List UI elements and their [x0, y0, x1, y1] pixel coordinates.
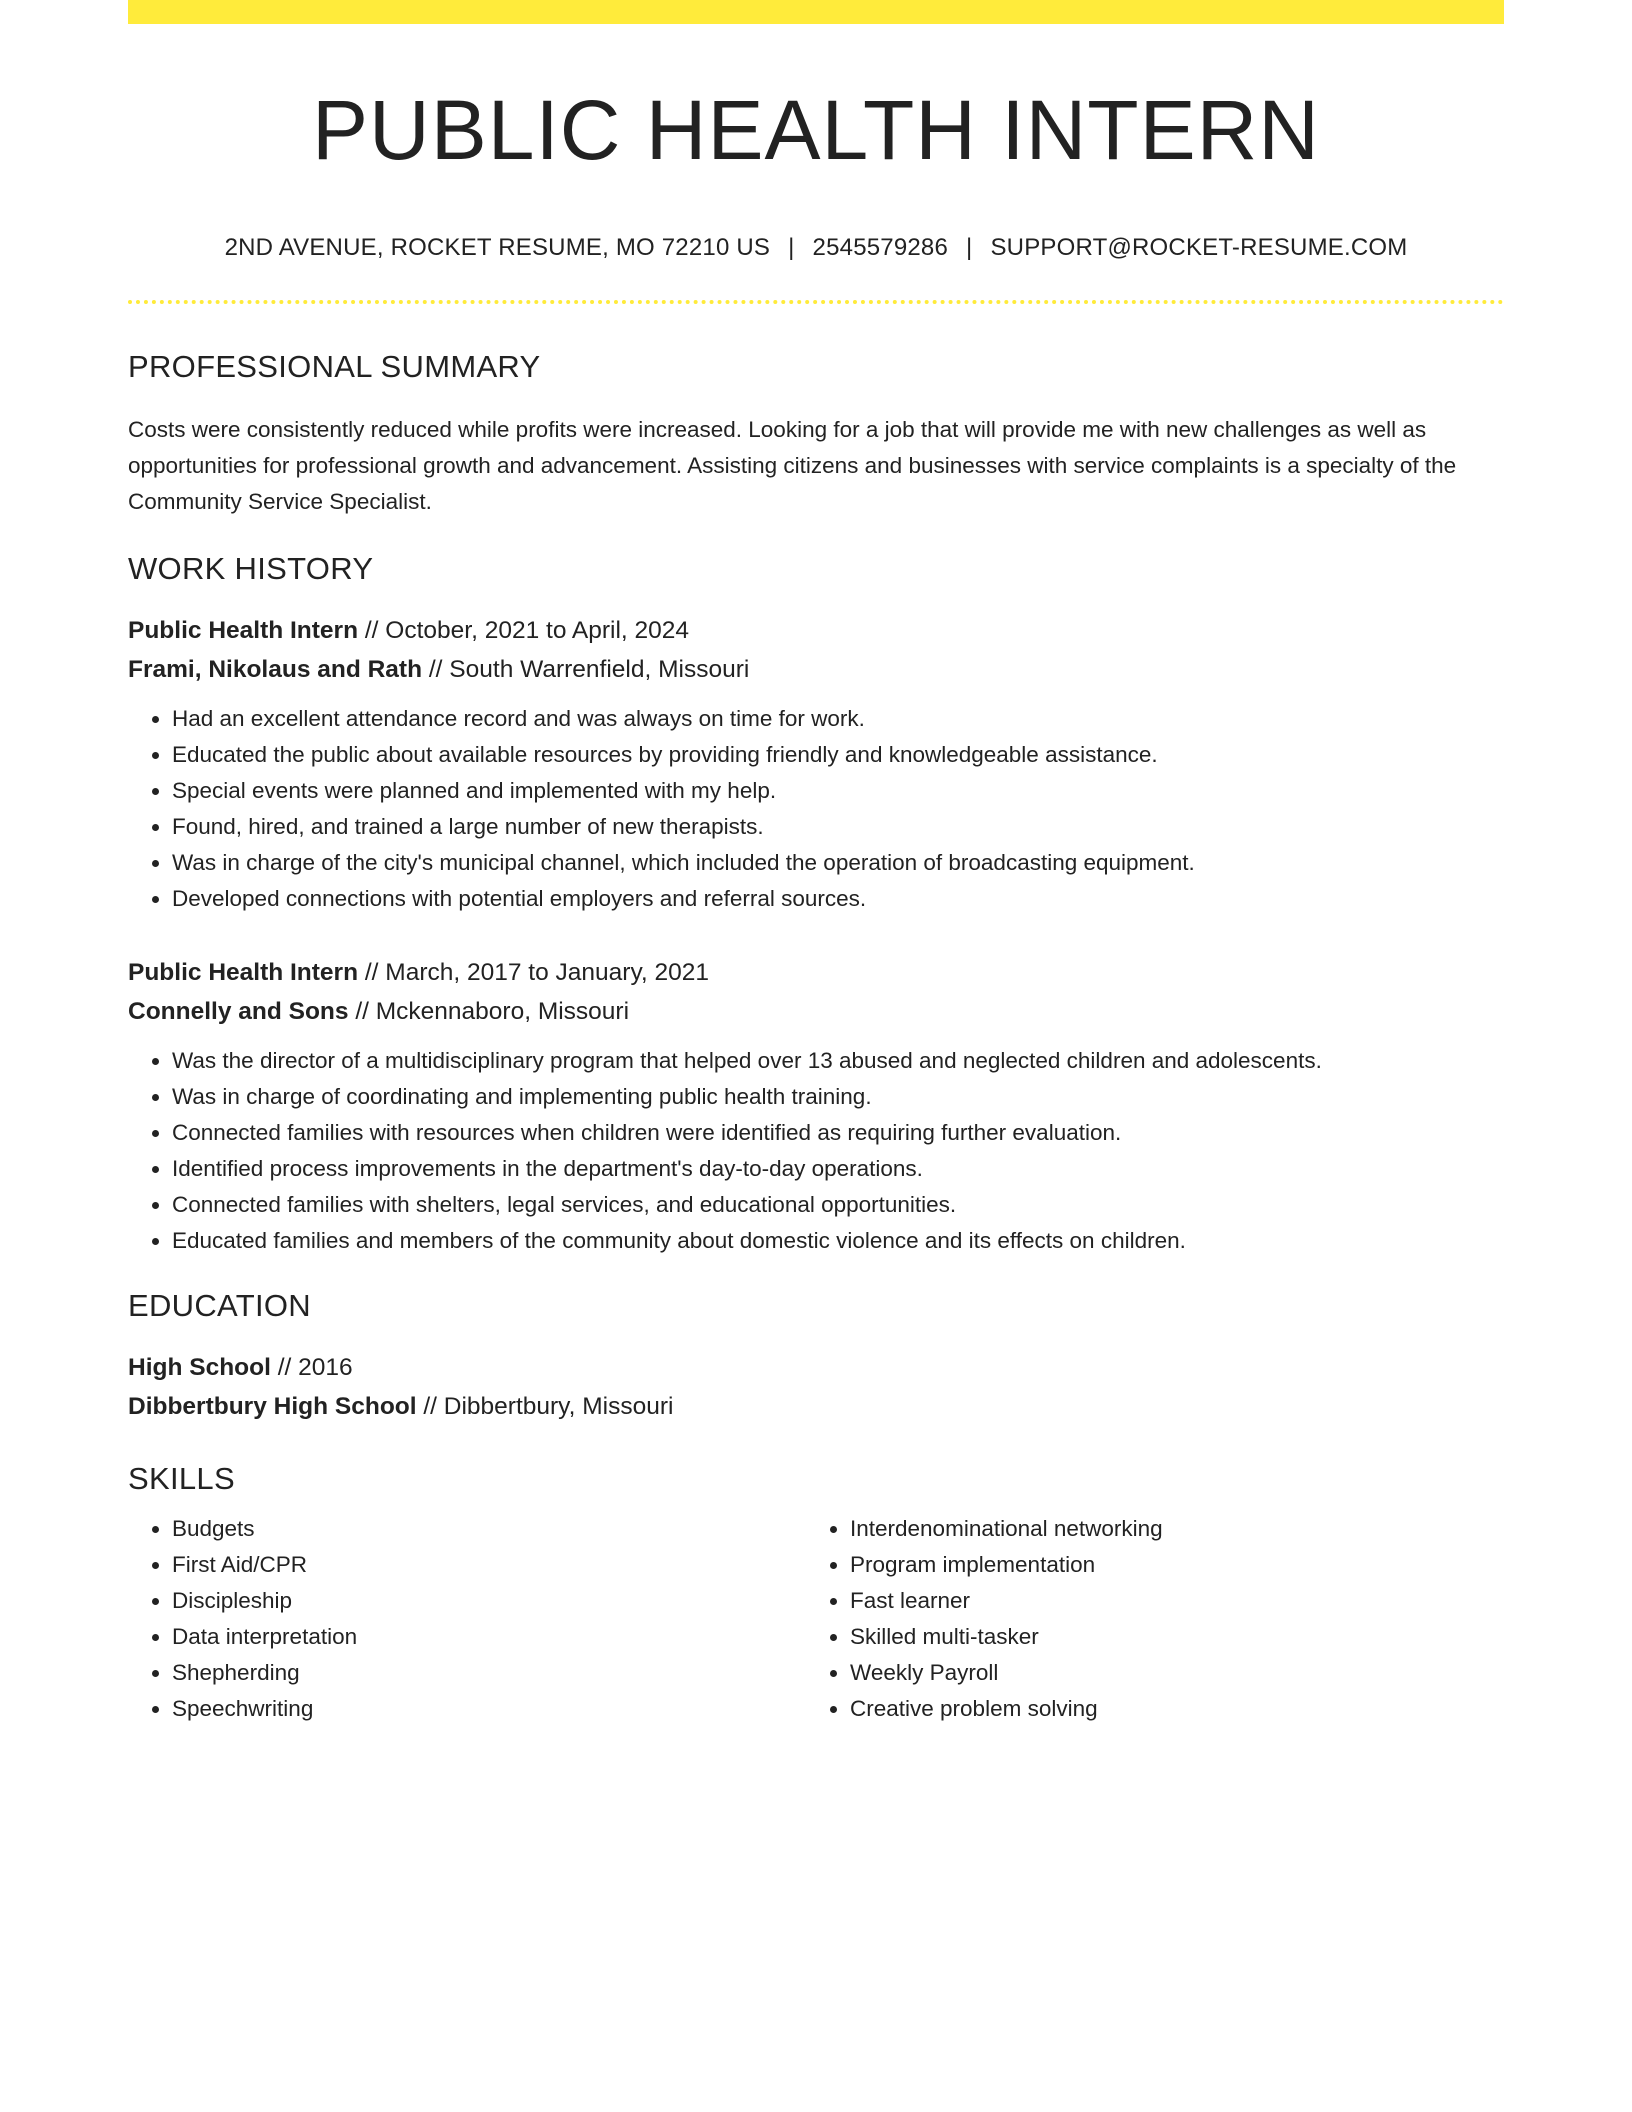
list-item: • Special events were planned and implemented with my help. [172, 773, 1504, 809]
list-item: • Connected families with shelters, legal services, and educational opportunities. [172, 1187, 1504, 1223]
skill-item: • Interdenominational networking [850, 1511, 1484, 1547]
skill-item: • Shepherding [172, 1655, 806, 1691]
job-title-line [128, 953, 1504, 992]
summary-heading: PROFESSIONAL SUMMARY [128, 349, 541, 385]
school-location: // Dibbertbury, Missouri [423, 1392, 674, 1420]
list-item: • Educated families and members of the community about domestic violence and its effects on children. [172, 1223, 1504, 1259]
phone-text: 2545579286 [812, 234, 949, 262]
job-location: // South Warrenfield, Missouri [428, 655, 750, 683]
separator: | [966, 234, 973, 262]
job-company: Frami, Nikolaus and Rath [128, 655, 423, 683]
job-2-header [128, 953, 1504, 1031]
job-company: Connelly and Sons [128, 997, 349, 1025]
job-1-header [128, 611, 1504, 689]
job-company-line [128, 650, 1504, 689]
skill-item: • Budgets [172, 1511, 806, 1547]
resume-page [128, 0, 1504, 1727]
list-item: • Educated the public about available resources by providing friendly and knowledgeable assistance. [172, 737, 1504, 773]
list-item: • Found, hired, and trained a large number of new therapists. [172, 809, 1504, 845]
education-entry [128, 1348, 1504, 1426]
contact-line [128, 234, 1504, 262]
school-name: Dibbertbury High School [128, 1392, 417, 1420]
skill-item: • Weekly Payroll [850, 1655, 1484, 1691]
job-company-line [128, 992, 1504, 1031]
degree-year: // 2016 [277, 1353, 353, 1381]
resume-title: PUBLIC HEALTH INTERN [312, 83, 1320, 177]
job-2-bullets [128, 1043, 1504, 1259]
skill-item: • Skilled multi-tasker [850, 1619, 1484, 1655]
list-item: • Was in charge of the city's municipal channel, which included the operation of broadcasting equipment. [172, 845, 1504, 881]
list-item: • Connected families with resources when children were identified as requiring further evaluation. [172, 1115, 1504, 1151]
skills-right-column [806, 1511, 1484, 1727]
skill-item: • Data interpretation [172, 1619, 806, 1655]
job-position: Public Health Intern [128, 616, 359, 644]
job-dates: // October, 2021 to April, 2024 [364, 616, 690, 644]
skill-item: • First Aid/CPR [172, 1547, 806, 1583]
skills-left-column [128, 1511, 806, 1727]
skill-item: • Speechwriting [172, 1691, 806, 1727]
list-item: • Was the director of a multidisciplinary program that helped over 13 abused and neglected children and adolescents. [172, 1043, 1504, 1079]
job-1-bullets [128, 701, 1504, 917]
skills-grid [128, 1511, 1504, 1727]
list-item: • Was in charge of coordinating and implementing public health training. [172, 1079, 1504, 1115]
skill-item: • Discipleship [172, 1583, 806, 1619]
list-item: • Developed connections with potential employers and referral sources. [172, 881, 1504, 917]
skill-item: • Program implementation [850, 1547, 1484, 1583]
skills-heading: SKILLS [128, 1460, 235, 1496]
list-item: • Identified process improvements in the department's day-to-day operations. [172, 1151, 1504, 1187]
skill-item: • Fast learner [850, 1583, 1484, 1619]
email-text: SUPPORT@ROCKET-RESUME.COM [990, 234, 1408, 262]
list-item: • Had an excellent attendance record and was always on time for work. [172, 701, 1504, 737]
job-position: Public Health Intern [128, 958, 359, 986]
separator: | [788, 234, 795, 262]
degree-name: High School [128, 1353, 271, 1381]
school-line [128, 1387, 1504, 1426]
summary-text: Costs were consistently reduced while profits were increased. Looking for a job that will provide me with new challenges as well as opportunities for professional growth and advancement. Assisting citizens and businesses with service complaints is a specialty of the Community Service Specialist. [128, 416, 1457, 514]
accent-bar [128, 0, 1504, 24]
job-location: // Mckennaboro, Missouri [355, 997, 630, 1025]
education-heading: EDUCATION [128, 1287, 311, 1323]
job-title-line [128, 611, 1504, 650]
skill-item: • Creative problem solving [850, 1691, 1484, 1727]
address-text: 2ND AVENUE, ROCKET RESUME, MO 72210 US [224, 234, 771, 262]
dotted-divider [128, 300, 1504, 304]
work-history-heading: WORK HISTORY [128, 550, 374, 586]
degree-line [128, 1348, 1504, 1387]
job-dates: // March, 2017 to January, 2021 [364, 958, 709, 986]
